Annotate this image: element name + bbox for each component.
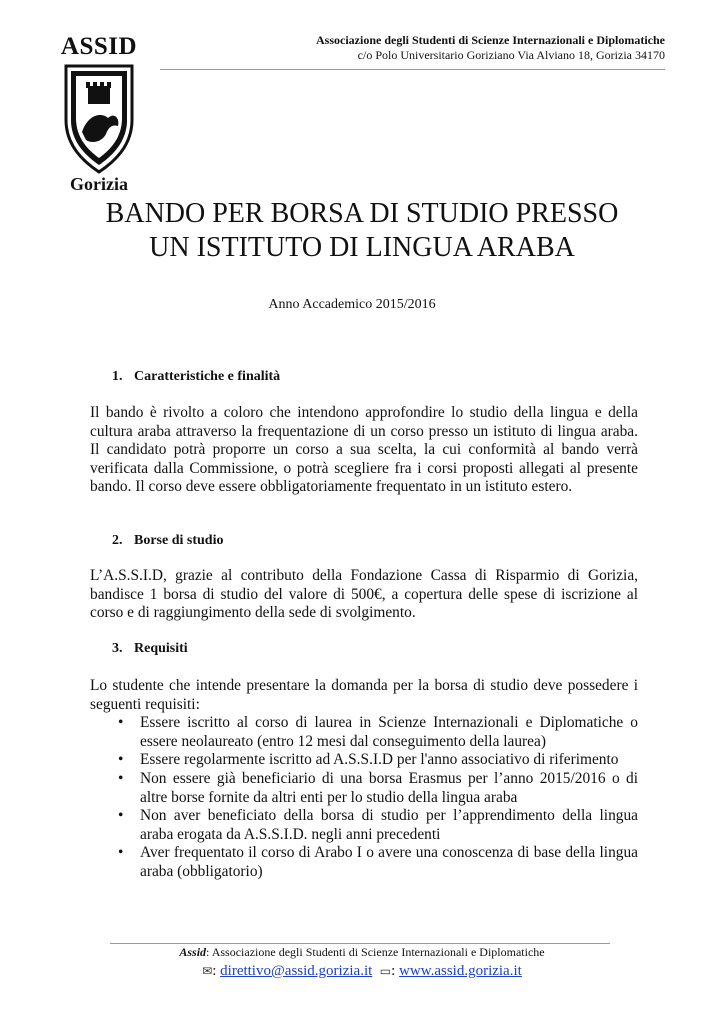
text-line: corso e di raggiungimento della sede di svolgimento.	[90, 604, 416, 622]
envelope-icon: ✉	[202, 964, 213, 978]
bullet-icon: •	[118, 807, 124, 825]
section-characteristics	[90, 368, 638, 386]
text-line: Essere iscritto al corso di laurea in Scienze Internazionali e Diplomatiche o	[140, 714, 638, 732]
text-line: essere neolaureato (entro 12 mesi dal conseguimento della laurea)	[140, 732, 546, 750]
bullet-icon: •	[118, 714, 124, 732]
title-line-2: UN ISTITUTO DI LINGUA ARABA	[149, 232, 575, 263]
email-link[interactable]: direttivo@assid.gorizia.it	[220, 963, 373, 979]
footer-org	[60, 944, 664, 960]
footer	[60, 944, 664, 981]
section-number: 2.	[112, 533, 123, 548]
text-line: araba. Il candidato potrà proporre un corso a sua scelta, la cui conformità al bando	[90, 422, 638, 459]
section-3-body	[90, 677, 638, 882]
section-heading	[112, 368, 638, 386]
header-divider	[160, 69, 665, 70]
footer-org-rest: : Associazione degli Studenti di Scienze Internazionali e Diplomatiche	[206, 945, 545, 959]
section-title: Caratteristiche e finalità	[134, 369, 281, 384]
logo-bottom-text: Gorizia	[70, 174, 128, 194]
paragraph	[90, 677, 638, 714]
letterhead	[160, 33, 665, 63]
document-title	[60, 197, 664, 265]
list-item	[90, 844, 638, 881]
text-line: estero.	[531, 478, 573, 496]
bullet-icon: •	[118, 769, 124, 787]
text-line: cultura araba attraverso la frequentazione di un corso presso un istituto di lingua	[90, 422, 596, 440]
text-line: lingua araba (obbligatorio)	[140, 844, 638, 880]
title-line-1: BANDO PER BORSA DI STUDIO PRESSO	[105, 198, 619, 229]
section-title: Requisiti	[134, 641, 188, 656]
assid-logo	[54, 34, 144, 194]
text-line: presente bando. Il corso deve essere obbligatoriamente frequentato in un istituto	[90, 459, 638, 496]
text-line: Lo studente che intende presentare la domanda per la borsa di studio deve possedere i	[90, 677, 638, 694]
section-scholarships	[90, 532, 638, 550]
org-address: c/o Polo Universitario Goriziano Via Alviano 18, Gorizia 34170	[357, 48, 665, 62]
paragraph	[90, 567, 638, 623]
list-item	[90, 770, 638, 807]
text-line: Aver frequentato il corso di Arabo I o avere una conoscenza di base della	[140, 844, 596, 862]
logo-top-text: ASSID	[60, 33, 138, 60]
bullet-icon: •	[118, 751, 124, 769]
shield-icon	[62, 62, 136, 174]
text-line: Il bando è rivolto a coloro che intendono approfondire lo studio della lingua e della	[90, 404, 638, 421]
requirements-list	[90, 714, 638, 881]
section-heading	[112, 532, 638, 550]
list-item	[90, 807, 638, 844]
text-line: verrà verificata dalla Commissione, o potrà scegliere fra i corsi proposti allegati al	[90, 441, 638, 477]
text-line: altre borse fornite da altri enti per lo studio della lingua araba	[140, 788, 518, 806]
list-item	[90, 751, 638, 770]
text-line: bandisce 1 borsa di studio del valore di 500€, a copertura delle spese di iscrizione al	[90, 585, 638, 603]
paragraph	[90, 404, 638, 497]
computer-icon: ▭	[379, 964, 392, 978]
section-2-body	[90, 567, 638, 623]
section-requirements	[90, 640, 638, 658]
org-name: Associazione degli Studenti di Scienze Internazionali e Diplomatiche	[316, 33, 665, 47]
section-number: 3.	[112, 641, 123, 656]
text-line: Non essere già beneficiario di una borsa Erasmus per l’anno 2015/2016 o di	[140, 769, 638, 787]
list-item	[90, 714, 638, 751]
footer-org-label: Assid	[179, 945, 207, 959]
section-heading	[112, 640, 638, 658]
text-line: L’A.S.S.I.D, grazie al contributo della Fondazione Cassa di Risparmio di Gorizia,	[90, 567, 638, 584]
text-line: Essere regolarmente iscritto ad A.S.S.I.D per l'anno associativo di riferimento	[140, 751, 619, 769]
website-link[interactable]: www.assid.gorizia.it	[399, 963, 522, 979]
bullet-icon: •	[118, 844, 124, 862]
section-1-body	[90, 404, 638, 497]
academic-year: Anno Accademico 2015/2016	[268, 297, 436, 312]
footer-contacts: ✉: direttivo@assid.gorizia.it ▭: www.assid.gorizia.it	[202, 963, 522, 979]
text-line: Non aver beneficiato della borsa di studio per l’apprendimento della lingua	[140, 807, 638, 825]
section-number: 1.	[112, 369, 123, 384]
text-line: araba erogata da A.S.S.I.D. negli anni precedenti	[140, 825, 441, 843]
text-line: seguenti requisiti:	[90, 695, 200, 713]
section-title: Borse di studio	[134, 533, 224, 548]
